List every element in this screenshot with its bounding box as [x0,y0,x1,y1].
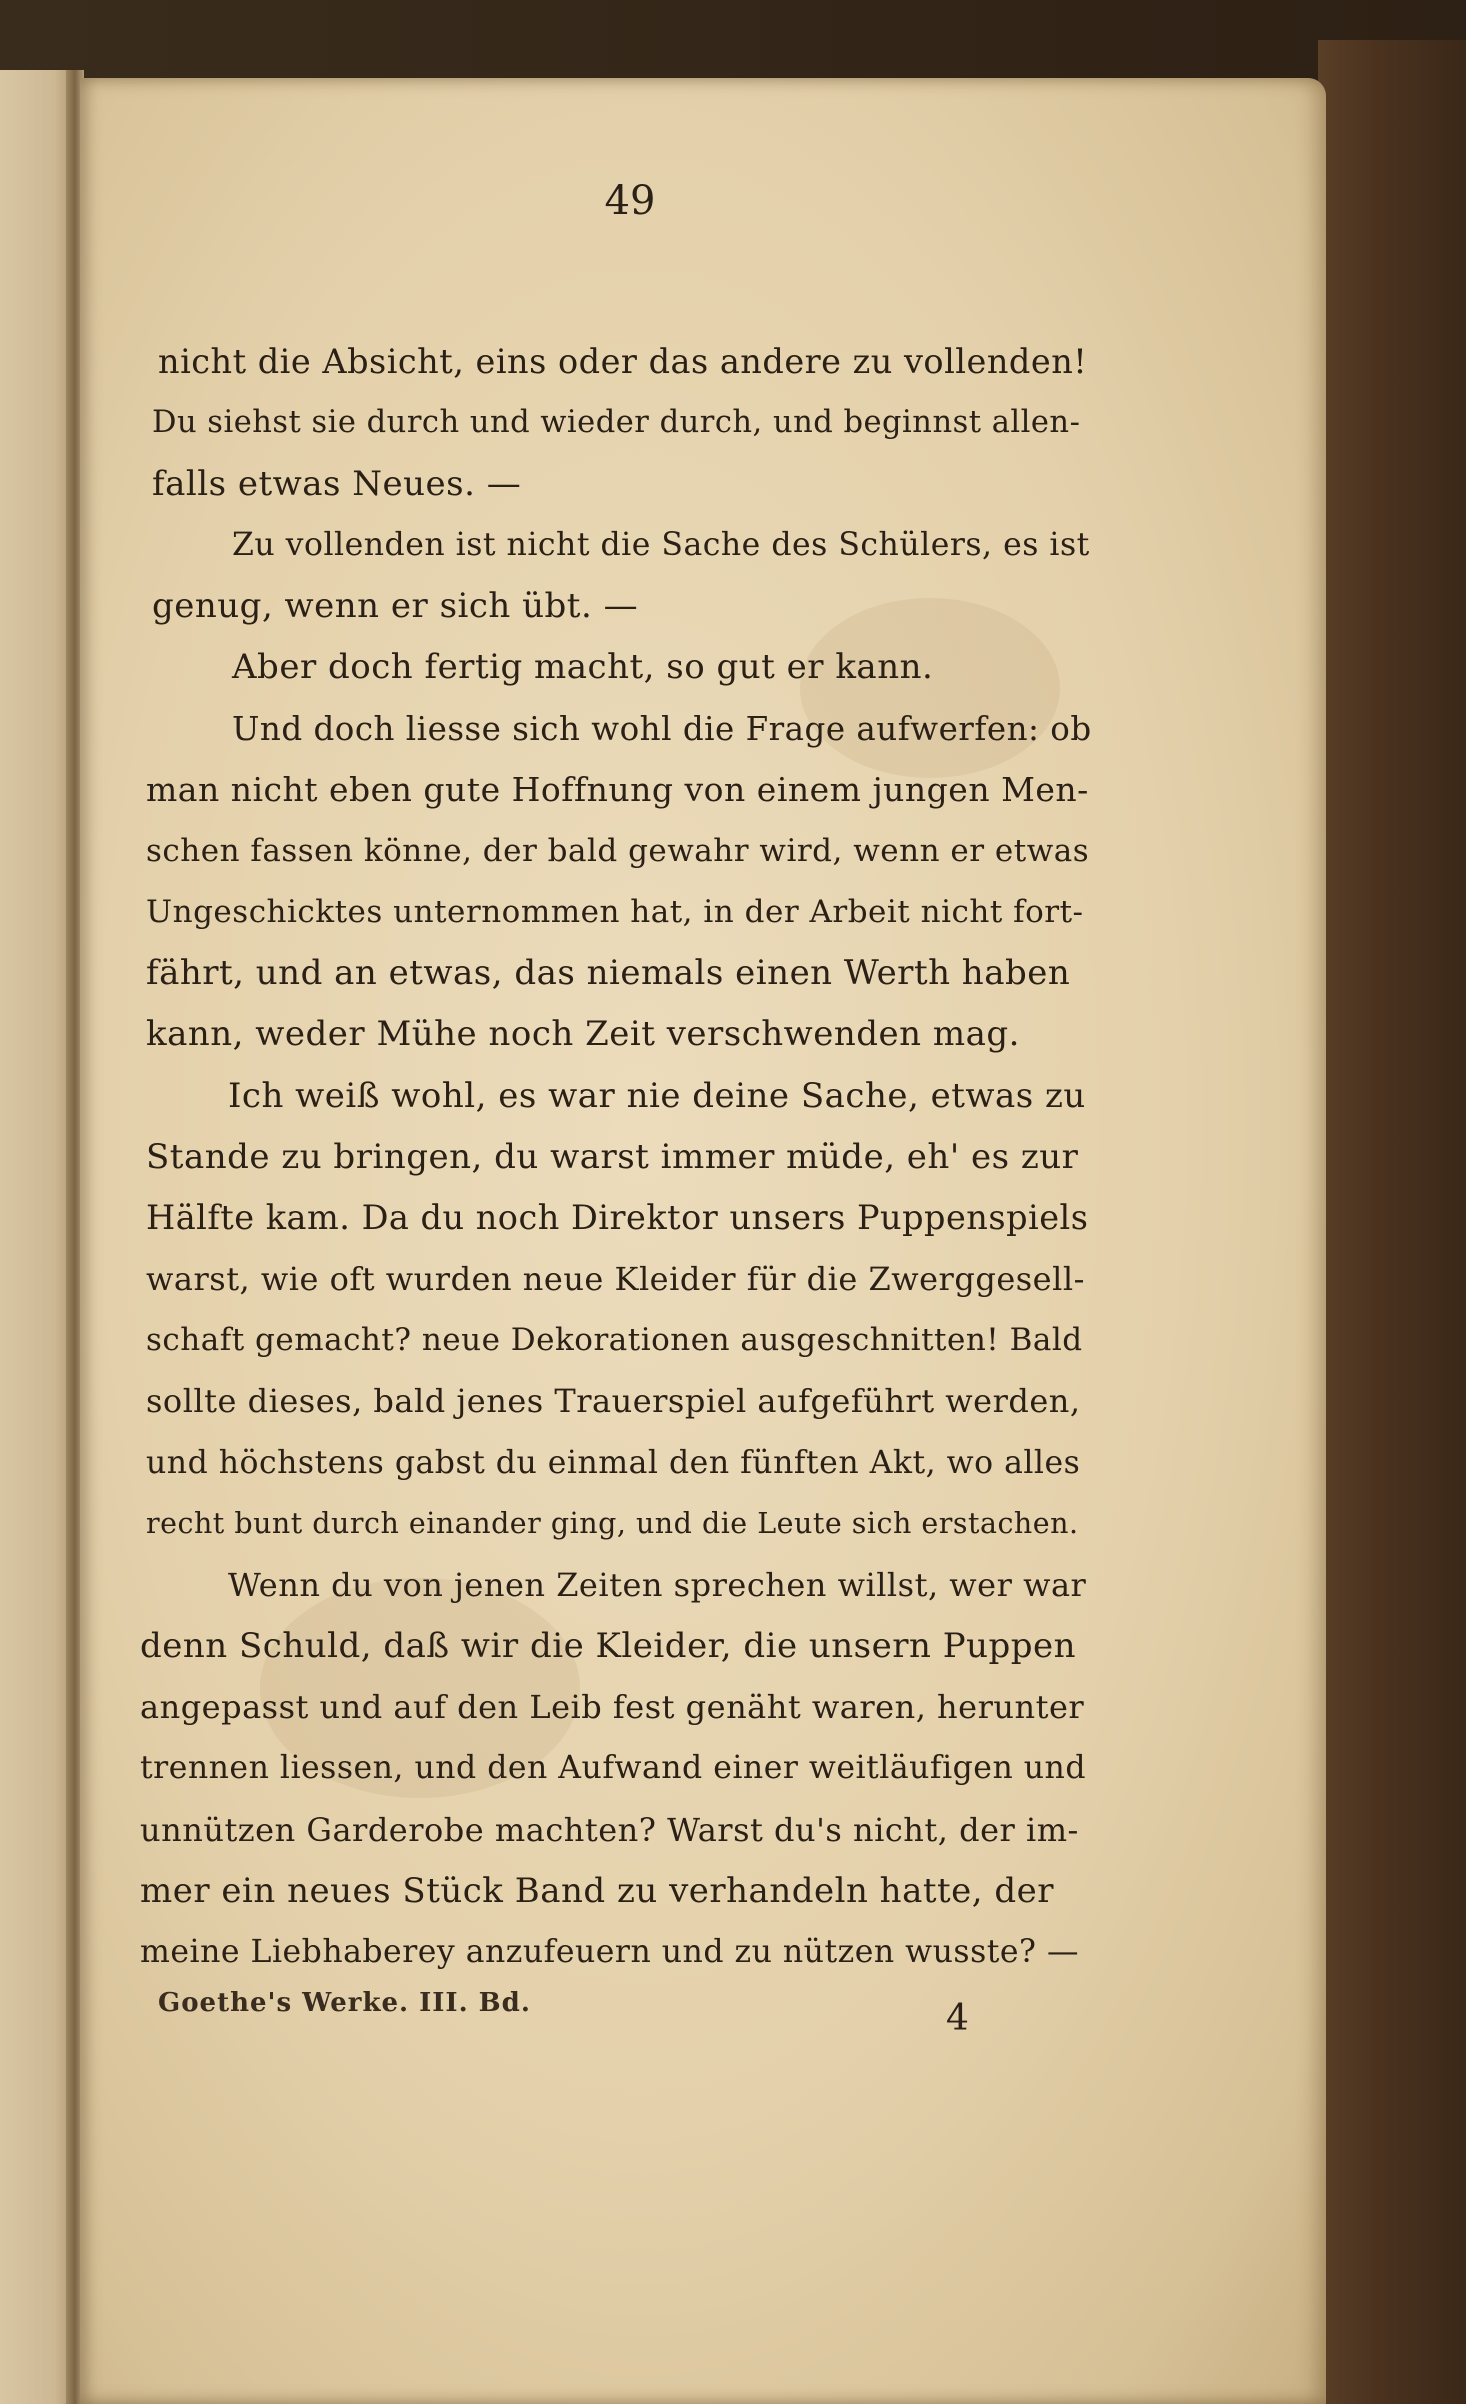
text-line: nicht die Absicht, eins oder das andere zu vollenden! [158,342,1088,381]
text-line: angepasst und auf den Leib fest genäht waren, herunter [140,1688,1085,1726]
text-line: falls etwas Neues. — [152,464,522,504]
text-line: Hälfte kam. Da du noch Direktor unsers Puppenspiels [146,1198,1089,1237]
text-line: unnützen Garderobe machten? Warst du's nicht, der im- [140,1811,1079,1849]
text-line: warst, wie oft wurden neue Kleider für die Zwerggesell- [146,1260,1085,1298]
footer-author-line [158,1988,541,2018]
text-line: Ich weiß wohl, es war nie deine Sache, etwas zu [228,1076,1086,1116]
text-line: denn Schuld, daß wir die Kleider, die unsern Puppen [140,1626,1077,1666]
text-line: Zu vollenden ist nicht die Sache des Schülers, es ist [232,527,1090,563]
text-line: man nicht eben gute Hoffnung von einem jungen Men- [146,770,1089,809]
text-line: mer ein neues Stück Band zu verhandeln hatte, der [140,1871,1055,1911]
text-line: fährt, und an etwas, das niemals einen Werth haben [146,953,1071,993]
footer-volume: III. Bd. [419,1988,531,2018]
text-line: genug, wenn er sich übt. — [152,586,639,626]
text-line: meine Liebhaberey anzufeuern und zu nützen wusste? — [140,1934,1079,1970]
text-line: schen fassen könne, der bald gewahr wird, wenn er etwas [146,833,1090,869]
text-line: Aber doch fertig macht, so gut er kann. [232,647,934,687]
text-line: sollte dieses, bald jenes Trauerspiel aufgeführt werden, [146,1382,1081,1420]
text-line: Wenn du von jenen Zeiten sprechen willst, wer war [228,1566,1087,1604]
text-line: kann, weder Mühe noch Zeit verschwenden mag. [146,1014,1020,1054]
text-line: und höchstens gabst du einmal den fünften Akt, wo alles [146,1445,1081,1481]
text-line: schaft gemacht? neue Dekorationen ausgeschnitten! Bald [146,1322,1083,1358]
signature-mark: 4 [946,1998,969,2039]
footer-work: Werke. [302,1988,410,2018]
text-line: Ungeschicktes unternommen hat, in der Arbeit nicht fort- [146,894,1084,930]
text-line: Stande zu bringen, du warst immer müde, eh' es zur [146,1137,1079,1177]
footer-author: Goethe's [158,1988,293,2018]
text-line: trennen liessen, und den Aufwand einer weitläufigen und [140,1750,1086,1786]
text-line: recht bunt durch einander ging, und die Leute sich erstachen. [146,1507,1079,1540]
text-line: Und doch liesse sich wohl die Frage aufwerfen: ob [232,710,1092,748]
text-line: Du siehst sie durch und wieder durch, und beginnst allen- [152,405,1081,440]
page-number: 49 [604,178,656,224]
